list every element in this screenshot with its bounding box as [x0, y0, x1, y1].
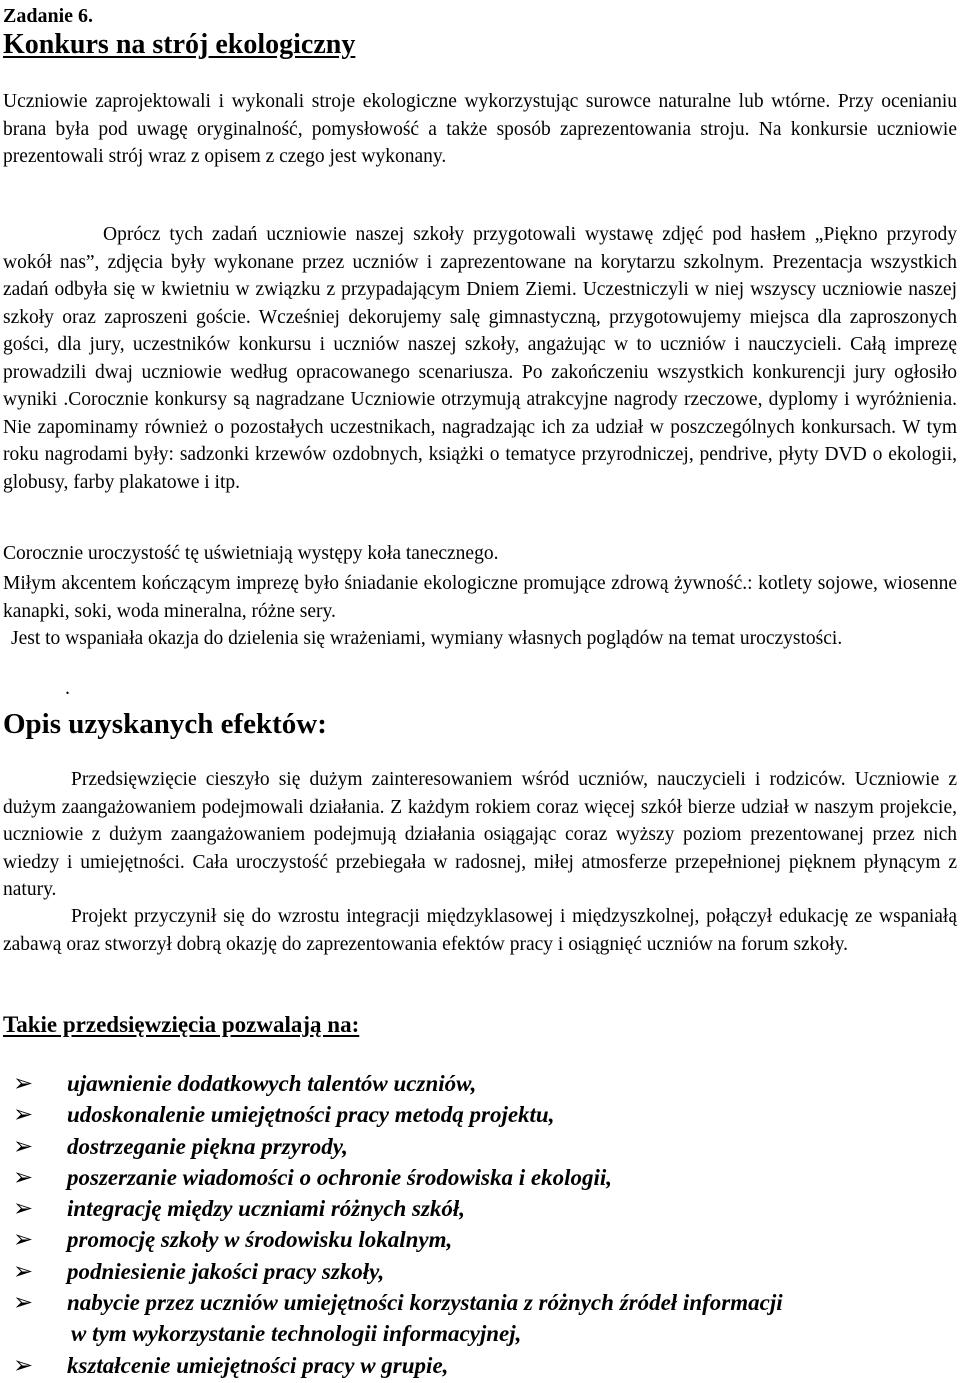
list-item — [13, 1099, 783, 1130]
paragraph-effects-integration: Projekt przyczynił się do wzrostu integracji międzyklasowej i międzyszkolnej, połączył edukację ze wspaniałą zabawą oraz stworzył dobrą okazję do zaprezentowania efektów pracy i osiągnięć uczniów na forum szkoły. — [3, 906, 957, 955]
list-item-text: promocję szkoły w środowisku lokalnym, — [67, 1227, 453, 1253]
arrowhead-bullet-icon: ➢ — [13, 1288, 34, 1317]
list-item — [13, 1224, 783, 1255]
arrowhead-bullet-icon: ➢ — [13, 1162, 34, 1191]
paragraph-exhibition: Oprócz tych zadań uczniowie naszej szkoły przygotowali wystawę zdjęć pod hasłem „Piękno przyrody wokół nas”, zdjęcia były wykonane przez uczniów i zaprezentowane na korytarzu szkolnym. Prezentacja wszystkich zadań odbyła się w kwietniu w związku z przypadającym Dniem Ziemi. Uczestniczyli w niej wszyscy uczniowie naszej szkoły oraz zaproszeni goście. Wcześniej dekorujemy salę gimnastyczną, przygotowujemy miejsca dla zaproszonych gości, dla jury, uczestników konkursu i uczniów naszej szkoły, angażując w to uczniów i nauczycieli. Całą imprezę prowadzili dwaj uczniowie według opracowanego scenariusza. Po zakończeniu wszystkich konkurencji jury ogłosiło wyniki .Corocznie konkursy są nagradzane Uczniowie otrzymują atrakcyjne nagrody rzeczowe, dyplomy i wyróżnienia. Nie zapominamy również o pozostałych uczestnikach, nagradzając ich za udział w poszczególnych konkursach. W tym roku nagrodami były: sadzonki krzewów ozdobnych, książki o tematyce przyrodniczej, pendrive, płyty DVD o ekologii, globusy, farby plakatowe i itp. — [3, 224, 957, 493]
arrowhead-bullet-icon: ➢ — [13, 1194, 34, 1223]
paragraph-dance: Corocznie uroczystość tę uświetniają występy koła tanecznego. — [3, 543, 499, 564]
list-item-text: integrację między uczniami różnych szkół, — [67, 1196, 466, 1222]
paragraph-opportunity: Jest to wspaniała okazja do dzielenia się wrażeniami, wymiany własnych poglądów na temat uroczystości. — [11, 628, 843, 649]
list-item-text: podniesienie jakości pracy szkoły, — [67, 1258, 385, 1284]
effects-heading: Opis uzyskanych efektów: — [3, 708, 327, 740]
list-item — [13, 1131, 783, 1162]
list-item-text: kształcenie umiejętności pracy w grupie, — [67, 1352, 449, 1378]
list-item — [13, 1287, 783, 1350]
arrowhead-bullet-icon: ➢ — [13, 1131, 34, 1160]
arrowhead-bullet-icon: ➢ — [13, 1100, 34, 1129]
paragraph-contest-description: Uczniowie zaprojektowali i wykonali stroje ekologiczne wykorzystując surowce naturalne lub wtórne. Przy ocenianiu brana była pod uwagę oryginalność, pomysłowość a także sposób zaprezentowania stroju. Na konkursie uczniowie prezentowali strój wraz z opisem z czego jest wykonany. — [3, 91, 957, 167]
list-item — [13, 1162, 783, 1193]
list-item-text: udoskonalenie umiejętności pracy metodą projektu, — [67, 1102, 555, 1128]
enables-heading: Takie przedsięwzięcia pozwalają na: — [3, 1012, 360, 1037]
arrowhead-bullet-icon: ➢ — [13, 1256, 34, 1285]
task-title: Konkurs na strój ekologiczny — [3, 29, 356, 60]
list-item — [13, 1068, 783, 1099]
arrowhead-bullet-icon: ➢ — [13, 1225, 34, 1254]
arrowhead-bullet-icon: ➢ — [13, 1069, 34, 1097]
benefits-list — [13, 1068, 783, 1381]
list-item-text: ujawnienie dodatkowych talentów uczniów, — [67, 1071, 477, 1096]
list-item-continuation: w tym wykorzystanie technologii informacyjnej, — [71, 1321, 522, 1347]
list-item-text: dostrzeganie piękna przyrody, — [67, 1133, 348, 1159]
list-item — [13, 1256, 783, 1287]
list-item — [13, 1350, 783, 1381]
list-item-text: poszerzanie wiadomości o ochronie środowiska i ekologii, — [67, 1164, 613, 1190]
paragraph-breakfast: Miłym akcentem kończącym imprezę było śniadanie ekologiczne promujące zdrową żywność.: kotlety sojowe, wiosenne kanapki, soki, woda mineralna, różne sery. — [3, 573, 957, 622]
paragraph-effects-interest: Przedsięwzięcie cieszyło się dużym zainteresowaniem wśród uczniów, nauczycieli i rodziców. Uczniowie z dużym zaangażowaniem podejmowali działania. Z każdym rokiem coraz więcej szkół bierze udział w naszym projekcie, uczniowie z dużym zaangażowaniem podejmują działania osiągając coraz wyższy poziom prezentowanej przez nich wiedzy i umiejętności. Cała uroczystość przebiegała w radosnej, miłej atmosferze przepełnionej pięknem płynącym z natury. — [3, 769, 957, 900]
list-item — [13, 1193, 783, 1224]
list-item-text: nabycie przez uczniów umiejętności korzystania z różnych źródeł informacji — [67, 1290, 783, 1316]
task-label: Zadanie 6. — [3, 5, 94, 27]
stray-dot: . — [65, 677, 70, 699]
arrowhead-bullet-icon: ➢ — [13, 1350, 34, 1379]
